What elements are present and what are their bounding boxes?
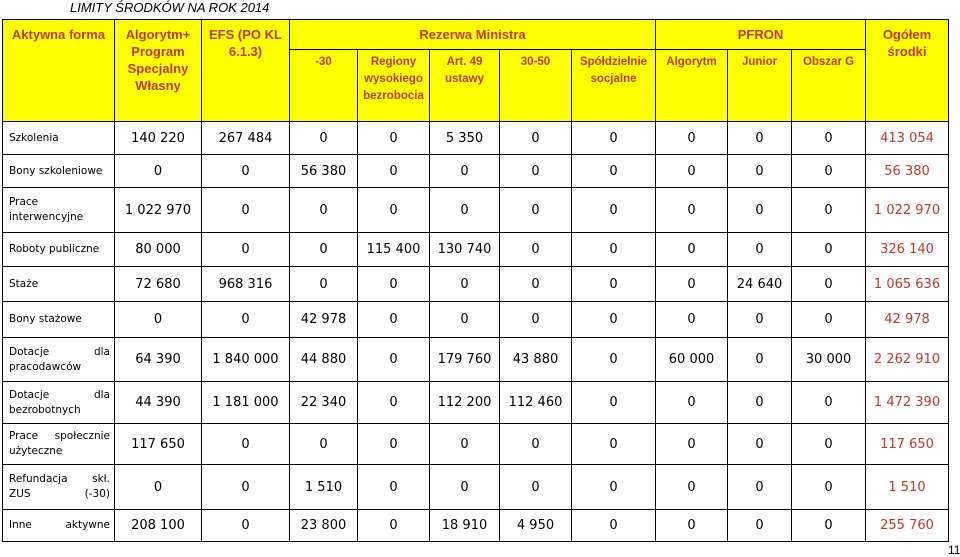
row-total-cell: 1 510 <box>866 465 949 510</box>
value-cell: 72 680 <box>115 267 202 302</box>
value-cell: 0 <box>792 302 866 338</box>
page-title: LIMITY ŚRODKÓW NA ROK 2014 <box>70 0 270 15</box>
value-cell: 0 <box>728 338 792 382</box>
value-cell: 44 390 <box>115 382 202 424</box>
value-cell: 0 <box>500 424 572 465</box>
value-cell: 1 510 <box>290 465 358 510</box>
header-junior: Junior <box>728 50 792 122</box>
value-cell: 0 <box>656 302 728 338</box>
value-cell: 0 <box>656 424 728 465</box>
table-row <box>3 188 949 233</box>
row-label: Prace społecznie użyteczne <box>3 424 115 465</box>
value-cell: 0 <box>290 267 358 302</box>
value-cell: 0 <box>358 188 430 233</box>
value-cell: 0 <box>728 465 792 510</box>
value-cell: 0 <box>728 233 792 267</box>
table-row <box>3 302 949 338</box>
value-cell: 0 <box>358 267 430 302</box>
value-cell: 0 <box>430 465 500 510</box>
value-cell: 42 978 <box>290 302 358 338</box>
value-cell: 60 000 <box>656 338 728 382</box>
table-row <box>3 338 949 382</box>
value-cell: 0 <box>202 233 290 267</box>
table-row <box>3 233 949 267</box>
value-cell: 0 <box>500 267 572 302</box>
value-cell: 208 100 <box>115 510 202 542</box>
value-cell: 0 <box>358 155 430 188</box>
header-minus30: -30 <box>290 50 358 122</box>
header-obszar-g: Obszar G <box>792 50 866 122</box>
value-cell: 0 <box>792 424 866 465</box>
value-cell: 0 <box>202 465 290 510</box>
row-label: Szkolenia <box>3 122 115 155</box>
row-total-cell: 255 760 <box>866 510 949 542</box>
value-cell: 0 <box>358 122 430 155</box>
value-cell: 0 <box>202 188 290 233</box>
header-algorytm: Algorytm <box>656 50 728 122</box>
value-cell: 0 <box>500 155 572 188</box>
header-ogolem: Ogółem środki <box>866 20 949 122</box>
value-cell: 18 910 <box>430 510 500 542</box>
header-art49: Art. 49 ustawy <box>430 50 500 122</box>
value-cell: 0 <box>358 424 430 465</box>
table-body <box>3 122 949 542</box>
value-cell: 24 640 <box>728 267 792 302</box>
value-cell: 0 <box>358 338 430 382</box>
value-cell: 0 <box>656 465 728 510</box>
value-cell: 0 <box>656 188 728 233</box>
value-cell: 43 880 <box>500 338 572 382</box>
value-cell: 0 <box>572 510 656 542</box>
header-efs: EFS (PO KL 6.1.3) <box>202 20 290 122</box>
value-cell: 0 <box>792 267 866 302</box>
value-cell: 0 <box>728 382 792 424</box>
value-cell: 0 <box>500 122 572 155</box>
value-cell: 0 <box>430 155 500 188</box>
value-cell: 0 <box>728 424 792 465</box>
value-cell: 112 460 <box>500 382 572 424</box>
value-cell: 5 350 <box>430 122 500 155</box>
value-cell: 0 <box>792 510 866 542</box>
value-cell: 0 <box>500 302 572 338</box>
value-cell: 0 <box>430 267 500 302</box>
value-cell: 0 <box>500 233 572 267</box>
value-cell: 0 <box>656 510 728 542</box>
row-total-cell: 56 380 <box>866 155 949 188</box>
value-cell: 0 <box>290 122 358 155</box>
value-cell: 0 <box>792 465 866 510</box>
value-cell: 0 <box>792 188 866 233</box>
value-cell: 0 <box>572 267 656 302</box>
row-label: Inne aktywne <box>3 510 115 542</box>
value-cell: 0 <box>656 233 728 267</box>
value-cell: 0 <box>430 302 500 338</box>
value-cell: 0 <box>792 155 866 188</box>
row-label: Refundacja skł. ZUS (-30) <box>3 465 115 510</box>
value-cell: 0 <box>728 122 792 155</box>
row-label: Dotacje dla bezrobotnych <box>3 382 115 424</box>
row-total-cell: 1 065 636 <box>866 267 949 302</box>
value-cell: 0 <box>572 338 656 382</box>
value-cell: 117 650 <box>115 424 202 465</box>
row-label: Bony szkoleniowe <box>3 155 115 188</box>
header-spoldzielnie: Spółdzielnie socjalne <box>572 50 656 122</box>
value-cell: 0 <box>728 188 792 233</box>
page-number: 11 <box>948 543 960 557</box>
header-regiony: Regiony wysokiego bezrobocia <box>358 50 430 122</box>
row-label: Roboty publiczne <box>3 233 115 267</box>
value-cell: 0 <box>656 122 728 155</box>
value-cell: 0 <box>290 424 358 465</box>
row-label: Staże <box>3 267 115 302</box>
value-cell: 0 <box>572 465 656 510</box>
value-cell: 56 380 <box>290 155 358 188</box>
value-cell: 0 <box>500 188 572 233</box>
value-cell: 0 <box>430 188 500 233</box>
value-cell: 0 <box>792 122 866 155</box>
value-cell: 0 <box>358 302 430 338</box>
value-cell: 0 <box>358 465 430 510</box>
header-algorytm-program: Algorytm+ Program Specjalny Własny <box>115 20 202 122</box>
value-cell: 0 <box>792 382 866 424</box>
value-cell: 0 <box>572 122 656 155</box>
value-cell: 112 200 <box>430 382 500 424</box>
value-cell: 22 340 <box>290 382 358 424</box>
table-row <box>3 267 949 302</box>
value-cell: 0 <box>115 155 202 188</box>
value-cell: 267 484 <box>202 122 290 155</box>
value-cell: 140 220 <box>115 122 202 155</box>
value-cell: 0 <box>728 155 792 188</box>
value-cell: 0 <box>572 424 656 465</box>
row-label: Bony stażowe <box>3 302 115 338</box>
value-cell: 0 <box>656 155 728 188</box>
value-cell: 0 <box>572 302 656 338</box>
value-cell: 0 <box>656 382 728 424</box>
value-cell: 130 740 <box>430 233 500 267</box>
table-row <box>3 465 949 510</box>
value-cell: 0 <box>290 188 358 233</box>
header-aktywna-forma: Aktywna forma <box>3 20 115 122</box>
value-cell: 44 880 <box>290 338 358 382</box>
row-label: Prace interwencyjne <box>3 188 115 233</box>
value-cell: 179 760 <box>430 338 500 382</box>
limits-table <box>2 19 949 542</box>
value-cell: 0 <box>202 510 290 542</box>
header-30-50: 30-50 <box>500 50 572 122</box>
value-cell: 0 <box>572 155 656 188</box>
table-row <box>3 122 949 155</box>
value-cell: 115 400 <box>358 233 430 267</box>
row-total-cell: 326 140 <box>866 233 949 267</box>
value-cell: 0 <box>358 382 430 424</box>
value-cell: 0 <box>290 233 358 267</box>
row-total-cell: 1 472 390 <box>866 382 949 424</box>
row-total-cell: 413 054 <box>866 122 949 155</box>
value-cell: 968 316 <box>202 267 290 302</box>
value-cell: 1 022 970 <box>115 188 202 233</box>
table-row <box>3 382 949 424</box>
value-cell: 0 <box>728 302 792 338</box>
value-cell: 0 <box>656 267 728 302</box>
value-cell: 0 <box>728 510 792 542</box>
value-cell: 0 <box>115 465 202 510</box>
value-cell: 0 <box>792 233 866 267</box>
value-cell: 1 181 000 <box>202 382 290 424</box>
value-cell: 64 390 <box>115 338 202 382</box>
value-cell: 23 800 <box>290 510 358 542</box>
value-cell: 0 <box>202 424 290 465</box>
value-cell: 0 <box>572 233 656 267</box>
value-cell: 0 <box>358 510 430 542</box>
table-row <box>3 510 949 542</box>
value-cell: 0 <box>202 155 290 188</box>
table-row <box>3 424 949 465</box>
row-label: Dotacje dla pracodawców <box>3 338 115 382</box>
value-cell: 1 840 000 <box>202 338 290 382</box>
row-total-cell: 117 650 <box>866 424 949 465</box>
value-cell: 0 <box>115 302 202 338</box>
header-pfron: PFRON <box>656 20 866 50</box>
header-rezerwa-ministra: Rezerwa Ministra <box>290 20 656 50</box>
value-cell: 0 <box>572 188 656 233</box>
row-total-cell: 42 978 <box>866 302 949 338</box>
value-cell: 80 000 <box>115 233 202 267</box>
value-cell: 0 <box>430 424 500 465</box>
value-cell: 0 <box>572 382 656 424</box>
value-cell: 0 <box>500 465 572 510</box>
value-cell: 4 950 <box>500 510 572 542</box>
row-total-cell: 1 022 970 <box>866 188 949 233</box>
value-cell: 0 <box>202 302 290 338</box>
row-total-cell: 2 262 910 <box>866 338 949 382</box>
value-cell: 30 000 <box>792 338 866 382</box>
table-row <box>3 155 949 188</box>
